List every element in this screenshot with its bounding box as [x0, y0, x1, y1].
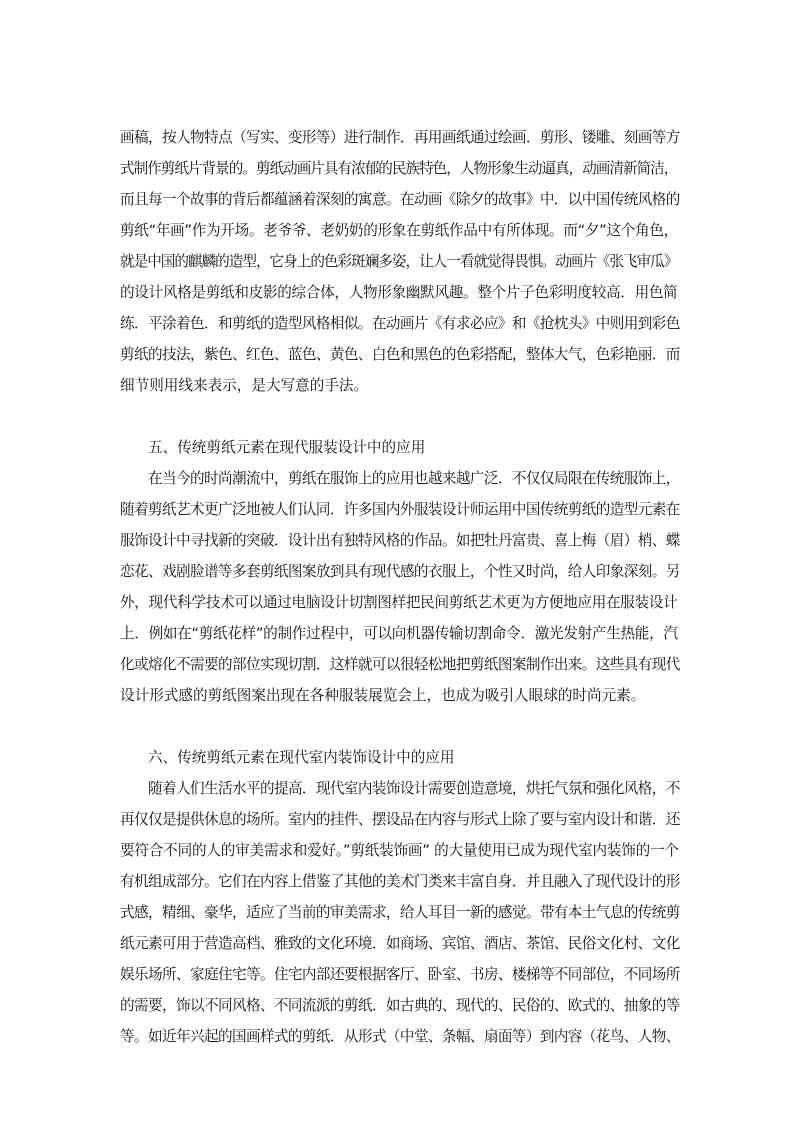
paragraph-line: 娱乐场所、家庭住宅等。住宅内部还要根据客厅、卧室、书房、楼梯等不同部位，不同场所 — [120, 966, 680, 983]
paragraph-line: 的设计风格是剪纸和皮影的综合体，人物形象幽默风趣。整个片子色彩明度较高．用色简 — [120, 284, 678, 301]
paragraph-line: 随着人们生活水平的提高．现代室内装饰设计需要创造意境，烘托气氛和强化风格，不 — [148, 780, 680, 797]
paragraph-line: 有机组成部分。它们在内容上借鉴了其他的美术门类来丰富自身．并且融入了现代设计的形 — [120, 873, 680, 890]
paragraph-line: 式制作剪纸片背景的。剪纸动画片具有浓郁的民族特色，人物形象生动逼真，动画清新简洁， — [120, 160, 678, 177]
paragraph-line: 要符合不同的人的审美需求和爱好。”剪纸装饰画” 的大量使用已成为现代室内装饰的一个 — [120, 842, 679, 859]
paragraph-line: 而且每一个故事的背后都蕴涵着深刻的寓意。在动画《除夕的故事》中．以中国传统风格的 — [120, 191, 680, 208]
section-heading: 五、传统剪纸元素在现代服装设计中的应用 — [148, 439, 426, 456]
paragraph-line: 纸元素可用于营造高档、雅致的文化环境．如商场、宾馆、酒店、茶馆、民俗文化村、文化 — [120, 935, 680, 952]
paragraph-line: 就是中国的麒麟的造型，它身上的色彩斑斓多姿，让人一看就觉得畏惧。动画片《张飞审瓜》 — [120, 253, 678, 270]
paragraph-line: 随着剪纸艺术更广泛地被人们认同．许多国内外服装设计师运用中国传统剪纸的造型元素在 — [120, 501, 680, 518]
paragraph-line: 剪纸的技法，紫色、红色、蓝色、黄色、白色和黑色的色彩搭配，整体大气，色彩艳丽．而 — [120, 346, 680, 363]
paragraph-line: 细节则用线来表示，是大写意的手法。 — [120, 377, 369, 394]
paragraph-line: 画稿，按人物特点（写实、变形等）进行制作．再用画纸通过绘画．剪形、镂雕、刻画等方 — [120, 129, 680, 146]
paragraph-line: 剪纸“年画”作为开场。老爷爷、老奶奶的形象在剪纸作品中有所体现。而“夕”这个角色， — [120, 222, 678, 239]
paragraph-line: 外，现代科学技术可以通过电脑设计切割图样把民间剪纸艺术更为方便地应用在服装设计 — [120, 594, 678, 611]
paragraph-line: 的需要，饰以不同风格、不同流派的剪纸．如古典的、现代的、民俗的、欧式的、抽象的等 — [120, 997, 680, 1014]
paragraph-line: 在当今的时尚潮流中，剪纸在服饰上的应用也越来越广泛．不仅仅局限在传统服饰上， — [148, 470, 680, 487]
section-heading: 六、传统剪纸元素在现代室内装饰设计中的应用 — [148, 749, 455, 766]
paragraph-line: 等。如近年兴起的国画样式的剪纸．从形式（中堂、条幅、扇面等）到内容（花鸟、人物、 — [120, 1028, 680, 1045]
paragraph-line: 化或熔化不需要的部位实现切割．这样就可以很轻松地把剪纸图案制作出来。这些具有现代 — [120, 656, 680, 673]
paragraph-line: 设计形式感的剪纸图案出现在各种服装展览会上，也成为吸引人眼球的时尚元素。 — [120, 687, 646, 704]
paragraph-line: 恋花、戏剧脸谱等多套剪纸图案放到具有现代感的衣服上，个性又时尚，给人印象深刻。另 — [120, 563, 680, 580]
paragraph-line: 上．例如在“剪纸花样”的制作过程中，可以向机器传输切割命令．激光发射产生热能，汽 — [120, 625, 678, 642]
paragraph-line: 再仅仅是提供休息的场所。室内的挂件、摆设品在内容与形式上除了要与室内设计和谐．还 — [120, 811, 680, 828]
paragraph-line: 练．平涂着色．和剪纸的造型风格相似。在动画片《有求必应》和《抢枕头》中则用到彩色 — [120, 315, 680, 332]
paragraph-line: 服饰设计中寻找新的突破．设计出有独特风格的作品。如把牡丹富贵、喜上梅（眉）梢、蝶 — [120, 532, 680, 549]
paragraph-line: 式感，精细、豪华，适应了当前的审美需求，给人耳目一新的感觉。带有本土气息的传统剪 — [120, 904, 680, 921]
